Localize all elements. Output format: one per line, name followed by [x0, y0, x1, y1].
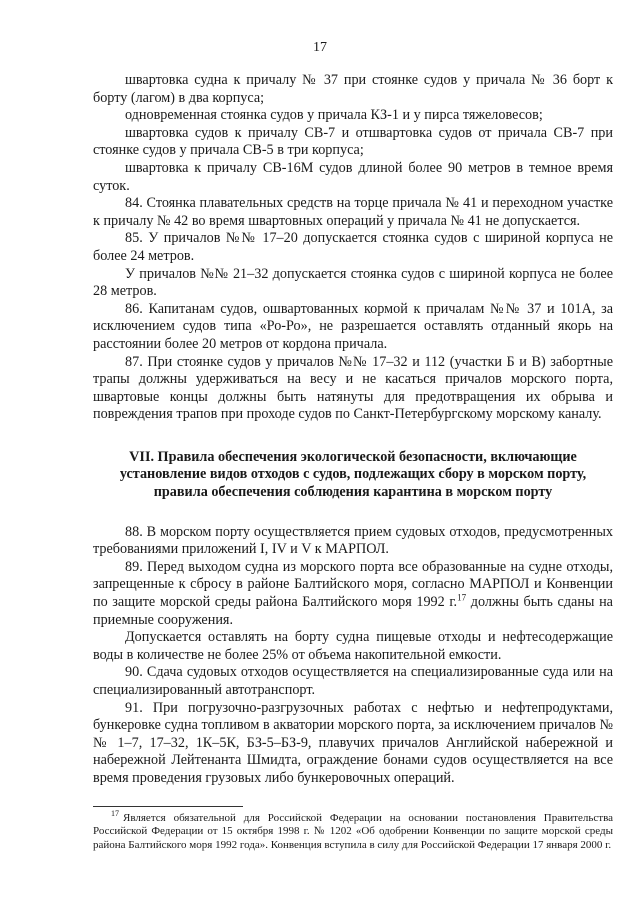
paragraph: Допускается оставлять на борту судна пищевые отходы и нефтесодержащие воды в количестве не более 25% от объема накопительной емкости.: [93, 629, 613, 663]
section-heading-line: установление видов отходов с судов, подлежащих сбору в морском порту,: [119, 466, 587, 483]
paragraph-85: 85. У причалов №№ 17–20 допускается стоянка судов с шириной корпуса не более 24 метров.: [93, 230, 613, 264]
paragraph-91: 91. При погрузочно-разгрузочных работах с нефтью и нефтепродуктами, бункеровке судна топливом в акватории морского порта, за исключением причалов №№ 1–7, 17–32, 1К–5К, БЗ-5–БЗ-9, плавучих причалов Английской набережной и набережной Лейтенанта Шмидта, ограждение бонами судов осуществляется на все время проведения грузовых либо бункеровочных операций.: [93, 699, 613, 786]
section-heading-line: правила обеспечения соблюдения карантина в морском порту: [153, 484, 553, 501]
paragraph: одновременная стоянка судов у причала КЗ-1 и у пирса тяжеловесов;: [125, 107, 543, 124]
footnote: [93, 809, 613, 852]
paragraph: швартовка судов к причалу СВ-7 и отшвартовка судов от причала СВ-7 при стоянке судов у причала СВ-5 в три корпуса;: [93, 124, 613, 159]
page-number: 17: [313, 40, 327, 55]
paragraph: швартовка к причалу СВ-16М судов длиной более 90 метров в темное время суток.: [93, 159, 613, 194]
paragraph-89-text: 89. Перед выходом судна из морского порта все образованные на судне отходы, запрещенные к сбросу в районе Балтийского моря, согласно МАРПОЛ и Конвенции по защите морской среды района Балтийского моря 1992 г.: [93, 558, 613, 611]
footnote-text: Является обязательной для Российской Федерации на основании постановления Правительства Российской Федерации от 15 октября 1998 г. № 1202 «Об одобрении Конвенции по защите морской среды района Балтийского моря 1992 года». Конвенция вступила в силу для Российской Федерации 17 января 2000 г.: [93, 812, 613, 851]
footnote-divider: [93, 806, 243, 807]
paragraph-86: 86. Капитанам судов, ошвартованных кормой к причалам №№ 37 и 101А, за исключением судов типа «Ро-Ро», не разрешается оставлять отданный якорь на расстоянии более 20 метров от кордона причала.: [93, 300, 613, 352]
paragraph-84: 84. Стоянка плавательных средств на торце причала № 41 и переходном участке к причалу № 42 во время швартовных операций у причала № 41 не допускается.: [93, 195, 613, 229]
section-heading: [93, 449, 613, 502]
paragraph-87: 87. При стоянке судов у причалов №№ 17–32 и 112 (участки Б и В) забортные трапы должны удерживаться на весу и не касаться причалов морского порта, швартовые концы должны быть натянуты для предотвращения их обрыва и повреждения трапов при проходе судов по Санкт-Петербургскому морскому каналу.: [93, 353, 613, 423]
footnote-reference[interactable]: 17: [457, 592, 467, 603]
paragraph-89-text-after: должны быть сданы на приемные сооружения.: [93, 594, 613, 628]
paragraph: У причалов №№ 21–32 допускается стоянка судов с шириной корпуса не более 28 метров.: [93, 265, 613, 300]
paragraph-89: [93, 559, 613, 629]
paragraph-88: 88. В морском порту осуществляется прием судовых отходов, предусмотренных требованиями приложений I, IV и V к МАРПОЛ.: [93, 523, 613, 558]
document-body: [93, 72, 613, 788]
paragraph-90: 90. Сдача судовых отходов осуществляется на специализированные суда или на специализированный автотранспорт.: [93, 664, 613, 698]
footnote-mark: 17: [111, 809, 119, 819]
paragraph: швартовка судна к причалу № 37 при стоянке судов у причала № 36 борт к борту (лагом) в два корпуса;: [93, 72, 613, 106]
section-heading-line: VII. Правила обеспечения экологической безопасности, включающие: [129, 448, 577, 465]
